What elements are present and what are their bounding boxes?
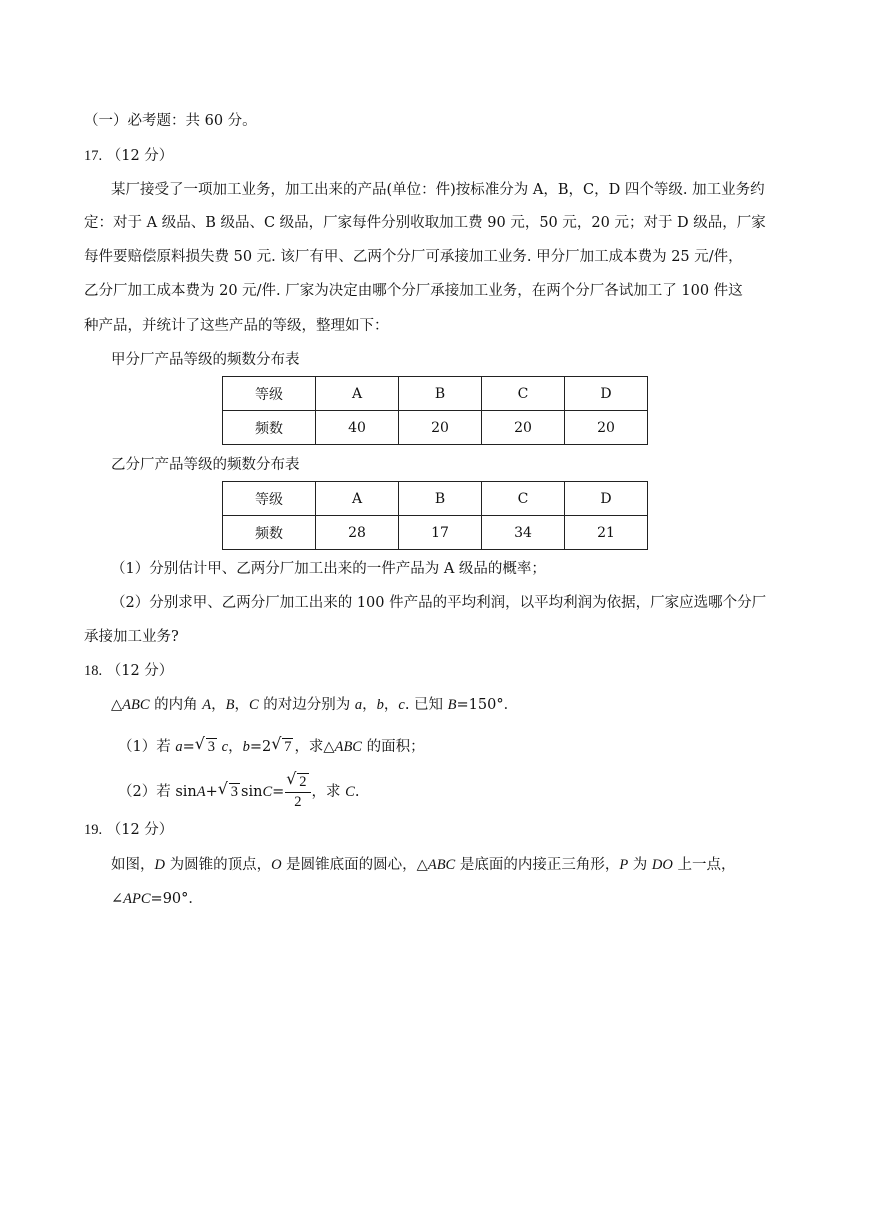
radicand: 3 [207,739,215,755]
radicand: 7 [284,739,292,755]
math-var: B [225,697,235,713]
radicand: 2 [299,774,307,790]
math-var: C [345,784,355,800]
math-var: c [398,697,405,713]
q19-line-1 [111,855,735,875]
math-var: C [262,784,273,800]
table-cell: 等级 [223,377,316,411]
text-fragment: ，求△ [294,739,335,755]
table-cell: 等级 [223,482,316,516]
table-cell: 20 [482,411,565,445]
text-fragment: . [354,784,360,800]
text-fragment: ， [211,697,226,713]
table-yi-caption: 乙分厂产品等级的频数分布表 [111,457,300,473]
table-row [223,516,648,550]
text-fragment: =90°． [150,891,203,907]
text-fragment: . 已知 [404,697,448,713]
table-yi [222,481,648,550]
math-var: DO [651,857,673,873]
table-cell: 20 [399,411,482,445]
math-var: C [248,697,259,713]
text-fragment: 的面积； [361,739,425,755]
sqrt-symbol [196,737,217,757]
table-cell: 21 [565,516,648,550]
text-fragment: ， [228,739,243,755]
q17-body-line-5: 种产品，并统计了这些产品的等级，整理如下： [84,318,389,334]
math-var: c [218,739,229,755]
text-fragment: =150°． [456,697,519,713]
table-cell: 28 [316,516,399,550]
text-fragment: 为 [628,857,652,873]
math-var: APC [123,891,151,907]
table-cell: 34 [482,516,565,550]
sqrt-symbol [287,773,308,791]
q18-score: （12 分） [106,663,174,679]
text-fragment: 如图， [111,857,155,873]
text-fragment: sin [241,784,263,800]
table-cell: 频数 [223,411,316,445]
math-var: D [154,857,165,873]
table-cell: C [482,482,565,516]
q18-part-2 [118,772,359,812]
table-cell: B [399,482,482,516]
q18-header [84,661,173,681]
math-var: b [242,739,250,755]
text-fragment: 为圆锥的顶点， [164,857,272,873]
q17-number: 17. [84,148,103,164]
q17-body-line-4: 乙分厂加工成本费为 20 元/件. 厂家为决定由哪个分厂承接加工业务，在两个分厂各试加工了 100 件这 [84,283,743,299]
fraction-numerator [285,773,310,793]
q17-score: （12 分） [106,148,174,164]
text-fragment: ，求 [311,784,346,800]
table-cell: A [316,377,399,411]
table-row [223,482,648,516]
fraction-denominator: 2 [294,794,302,810]
table-jia-caption: 甲分厂产品等级的频数分布表 [111,352,300,368]
q18-part-1 [118,737,425,757]
text-fragment: （1）若 [118,739,176,755]
text-fragment: = [182,739,195,755]
math-var: b [376,697,384,713]
math-var: A [202,697,212,713]
text-fragment: 是底面的内接正三角形， [455,857,620,873]
text-fragment: 的内角 [149,697,203,713]
table-cell: 20 [565,411,648,445]
math-var: a [175,739,183,755]
text-fragment: 的对边分别为 [258,697,355,713]
q19-number: 19. [84,822,103,838]
text-fragment: =2 [249,739,272,755]
q19-line-2 [111,889,203,909]
q17-part-2-line-1: （2）分别求甲、乙两分厂加工出来的 100 件产品的平均利润，以平均利润为依据，厂家应选哪个分厂 [111,595,767,611]
q17-body-line-2: 定：对于 A 级品、B 级品、C 级品，厂家每件分别收取加工费 90 元，50 元，20 元；对于 D 级品，厂家 [84,215,766,231]
math-var: ABC [334,739,362,755]
table-cell: A [316,482,399,516]
math-var: ABC [122,697,150,713]
text-fragment: ， [383,697,399,713]
text-fragment: 是圆锥底面的圆心，△ [281,857,428,873]
q17-header [84,146,173,166]
table-row [223,411,648,445]
q18-stem [111,695,518,715]
table-row [223,377,648,411]
sqrt-symbol [272,737,293,757]
text-fragment: = [272,784,285,800]
q19-header [84,820,173,840]
q18-number: 18. [84,663,103,679]
table-cell: B [399,377,482,411]
radicand: 3 [230,784,239,800]
q19-score: （12 分） [106,822,174,838]
q17-part-1: （1）分别估计甲、乙两分厂加工出来的一件产品为 A 级品的概率； [111,561,546,577]
sqrt-symbol [219,772,240,812]
table-cell: D [565,377,648,411]
table-cell: C [482,377,565,411]
table-jia [222,376,648,445]
q17-part-2-line-2: 承接加工业务? [84,629,179,645]
text-fragment: + [205,784,218,800]
section-heading: （一）必考题：共 60 分。 [84,113,257,129]
text-fragment: （2）若 sin [118,784,197,800]
text-fragment: ， [362,697,377,713]
table-cell: 17 [399,516,482,550]
triangle-symbol: △ [111,697,123,713]
q17-body-line-3: 每件要赔偿原料损失费 50 元. 该厂有甲、乙两个分厂可承接加工业务. 甲分厂加工成本费为 25 元/件， [84,249,743,265]
table-cell: 频数 [223,516,316,550]
math-var: O [271,857,282,873]
fraction [285,773,310,811]
table-cell: 40 [316,411,399,445]
text-fragment: 上一点， [672,857,736,873]
math-var: a [354,697,363,713]
q17-body-line-1: 某厂接受了一项加工业务，加工出来的产品(单位：件)按标准分为 A，B，C，D 四个等级. 加工业务约 [111,182,765,198]
math-var: B [447,697,457,713]
angle-symbol: ∠ [111,891,124,907]
text-fragment: ， [234,697,249,713]
math-var: P [619,857,629,873]
math-var: ABC [427,857,456,873]
math-var: A [196,784,206,800]
table-cell: D [565,482,648,516]
